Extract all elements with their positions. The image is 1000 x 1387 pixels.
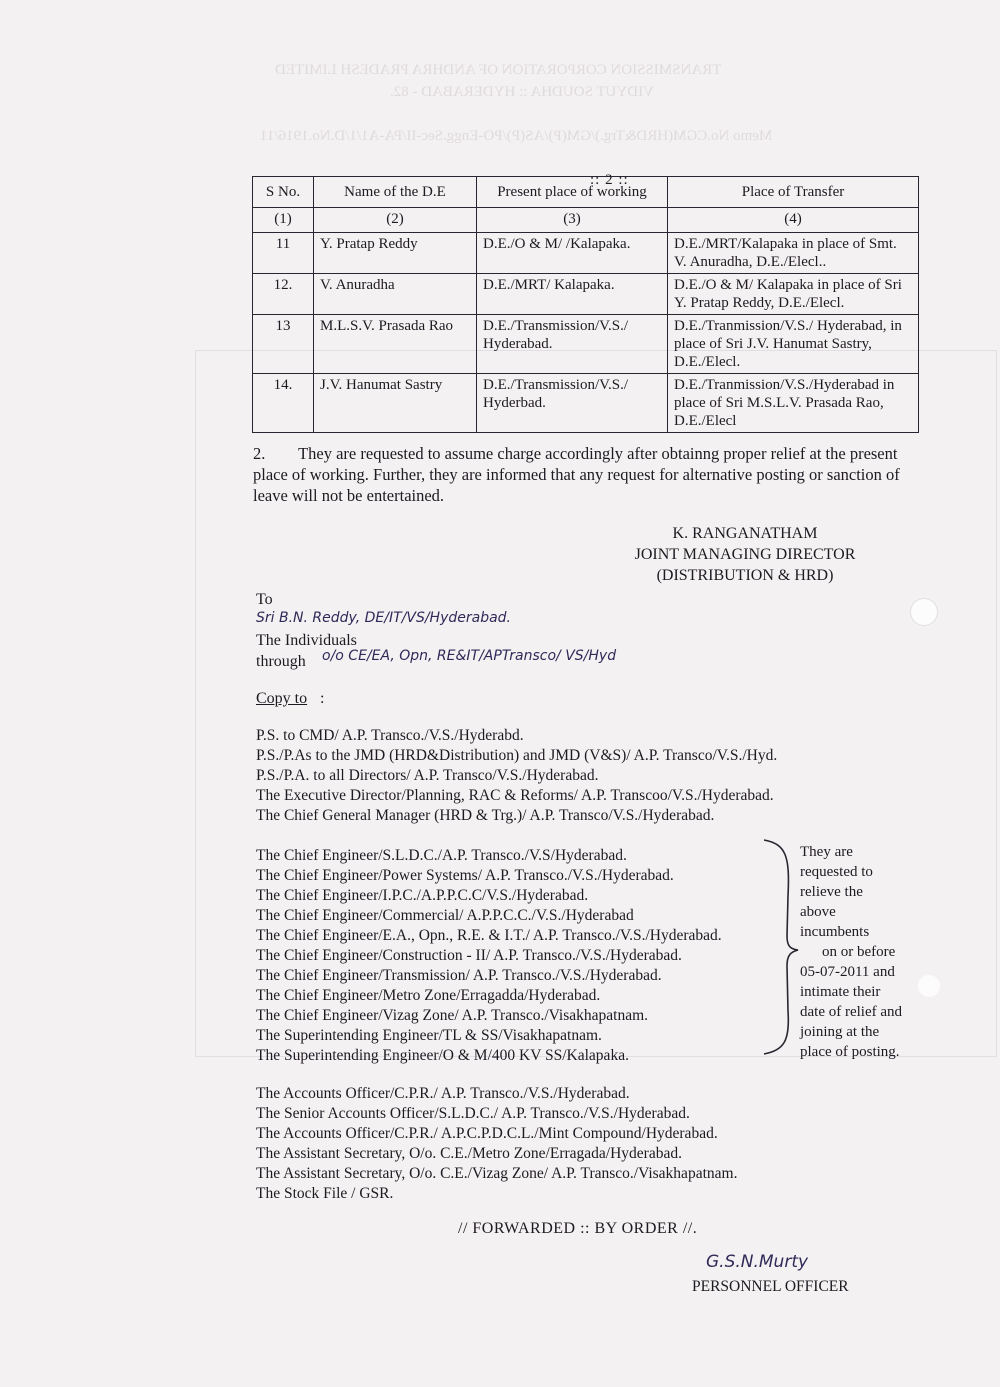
paper-speck <box>918 975 940 997</box>
cell-sno: 14. <box>253 374 314 433</box>
list-item: P.S./P.As to the JMD (HRD&Distribution) and JMD (V&S)/ A.P. Transco/V.S./Hyd. <box>256 747 778 764</box>
to-label: To <box>256 591 273 608</box>
list-item: The Chief Engineer/Transmission/ A.P. Transco./V.S./Hyderabad. <box>256 967 662 984</box>
column-number: (3) <box>477 208 668 233</box>
list-item: The Superintending Engineer/TL & SS/Visakhapatnam. <box>256 1027 602 1044</box>
relief-instruction-note <box>800 842 928 1062</box>
transfer-table <box>252 176 919 433</box>
cell-present-place: D.E./O & M/ /Kalapaka. <box>477 233 668 274</box>
cell-transfer-place: D.E./Tranmission/V.S./Hyderabad in place of Sri M.S.L.V. Prasada Rao, D.E./Elecl <box>668 374 919 433</box>
list-item: The Senior Accounts Officer/S.L.D.C./ A.P. Transco./V.S./Hyderabad. <box>256 1105 690 1122</box>
curly-brace-icon <box>760 836 800 1056</box>
cell-name: V. Anuradha <box>314 274 477 315</box>
list-item: The Chief Engineer/Power Systems/ A.P. Transco./V.S./Hyderabad. <box>256 867 674 884</box>
column-header: Name of the D.E <box>314 177 477 208</box>
cell-present-place: D.E./Transmission/V.S./ Hyderabad. <box>477 315 668 374</box>
list-item: The Chief Engineer/I.P.C./A.P.P.C.C/V.S./Hyderabad. <box>256 887 589 904</box>
list-item: P.S./P.A. to all Directors/ A.P. Transco/V.S./Hyderabad. <box>256 767 599 784</box>
column-header: Present place of working <box>477 177 668 208</box>
handwritten-addressee: Sri B.N. Reddy, DE/IT/VS/Hyderabad. <box>256 610 511 626</box>
signatory-name: K. RANGANATHAM <box>672 525 818 542</box>
note-line: date of relief and <box>800 1004 903 1020</box>
note-line: above <box>800 904 836 920</box>
individuals-label: The Individuals <box>256 632 357 649</box>
cell-sno: 12. <box>253 274 314 315</box>
signatory-department: (DISTRIBUTION & HRD) <box>656 567 834 584</box>
cell-sno: 11 <box>253 233 314 274</box>
list-item: The Chief Engineer/S.L.D.C./A.P. Transco./V.S/Hyderabad. <box>256 847 627 864</box>
column-number: (2) <box>314 208 477 233</box>
paper-speck <box>910 598 938 626</box>
bleed-through-text: VIDYUT SOUDHA :: HYDERABAD - 82. <box>390 84 654 100</box>
cell-present-place: D.E./MRT/ Kalapaka. <box>477 274 668 315</box>
forwarded-by-order: // FORWARDED :: BY ORDER //. <box>458 1220 698 1237</box>
copy-to-label: Copy to <box>256 690 308 707</box>
copy-list-group-2 <box>256 846 722 1066</box>
note-line: joining at the <box>800 1024 880 1040</box>
table-header-row <box>253 177 919 208</box>
list-item: The Assistant Secretary, O/o. C.E./Metro Zone/Erragada/Hyderabad. <box>256 1145 682 1162</box>
cell-transfer-place: D.E./MRT/Kalapaka in place of Smt. V. Anuradha, D.E./Elecl.. <box>668 233 919 274</box>
handwritten-signature: G.S.N.Murty <box>706 1252 809 1272</box>
bleed-through-text: Memo No.CGM(HRD&Trg.)/GM(P)/AS(P)/PO-Engg.Sec-II/PA-A1/1/D.No.1916/11 <box>260 128 773 144</box>
cell-transfer-place: D.E./O & M/ Kalapaka in place of Sri Y. Pratap Reddy, D.E./Elecl. <box>668 274 919 315</box>
list-item: P.S. to CMD/ A.P. Transco./V.S./Hyderabd. <box>256 727 524 744</box>
list-item: The Stock File / GSR. <box>256 1185 394 1202</box>
table-row <box>253 374 919 433</box>
personnel-officer-title: PERSONNEL OFFICER <box>692 1278 849 1295</box>
cell-present-place: D.E./Transmission/V.S./ Hyderbad. <box>477 374 668 433</box>
list-item: The Chief Engineer/Metro Zone/Erragadda/Hyderabad. <box>256 987 601 1004</box>
column-header: Place of Transfer <box>668 177 919 208</box>
note-line: intimate their <box>800 984 881 1000</box>
note-line: They are <box>800 844 853 860</box>
list-item: The Chief Engineer/Commercial/ A.P.P.C.C./V.S./Hyderabad <box>256 907 634 924</box>
list-item: The Assistant Secretary, O/o. C.E./Vizag Zone/ A.P. Transco./Visakhapatnam. <box>256 1165 738 1182</box>
table-row <box>253 274 919 315</box>
cell-transfer-place: D.E./Tranmission/V.S./ Hyderabad, in place of Sri J.V. Hanumat Sastry, D.E./Elecl. <box>668 315 919 374</box>
list-item: The Chief Engineer/Vizag Zone/ A.P. Transco./Visakhapatnam. <box>256 1007 649 1024</box>
list-item: The Accounts Officer/C.P.R./ A.P. Transco./V.S./Hyderabad. <box>256 1085 630 1102</box>
list-item: The Chief Engineer/Construction - II/ A.P. Transco./V.S./Hyderabad. <box>256 947 682 964</box>
note-line: incumbents <box>800 924 870 940</box>
list-item: The Executive Director/Planning, RAC & Reforms/ A.P. Transcoo/V.S./Hyderabad. <box>256 787 774 804</box>
cell-name: M.L.S.V. Prasada Rao <box>314 315 477 374</box>
list-item: The Superintending Engineer/O & M/400 KV SS/Kalapaka. <box>256 1047 629 1064</box>
copy-list-group-1 <box>256 726 777 826</box>
bleed-through-text: TRANSMISSION CORPORATION OF ANDHRA PRADESH LIMITED <box>275 62 722 78</box>
copy-to-colon: : <box>320 690 325 707</box>
copy-list-group-3 <box>256 1084 737 1204</box>
signatory-block <box>620 523 870 586</box>
signatory-designation: JOINT MANAGING DIRECTOR <box>634 546 856 563</box>
column-number: (1) <box>253 208 314 233</box>
list-item: The Accounts Officer/C.P.R./ A.P.C.P.D.C.L./Mint Compound/Hyderabad. <box>256 1125 718 1142</box>
note-line: requested to <box>800 864 873 880</box>
column-header: S No. <box>253 177 314 208</box>
cell-name: J.V. Hanumat Sastry <box>314 374 477 433</box>
note-line: relieve the <box>800 884 863 900</box>
table-numbering-row <box>253 208 919 233</box>
list-item: The Chief Engineer/E.A., Opn., R.E. & I.T./ A.P. Transco./V.S./Hyderabad. <box>256 927 722 944</box>
list-item: The Chief General Manager (HRD & Trg.)/ A.P. Transco/V.S./Hyderabad. <box>256 807 715 824</box>
handwritten-through: o/o CE/EA, Opn, RE&IT/APTransco/ VS/Hyd <box>322 648 617 664</box>
note-line: on or before <box>822 944 896 960</box>
table-row <box>253 315 919 374</box>
column-number: (4) <box>668 208 919 233</box>
cell-name: Y. Pratap Reddy <box>314 233 477 274</box>
through-label: through <box>256 653 306 670</box>
cell-sno: 13 <box>253 315 314 374</box>
table-row <box>253 233 919 274</box>
page-number: :: 2 :: <box>590 172 629 188</box>
body-paragraph: 2. They are requested to assume charge accordingly after obtainng proper relief at the present place of working. Further, they are informed that any request for alternative posting or sanction of leave will not be entertained. <box>253 444 904 505</box>
note-line: place of posting. <box>800 1044 900 1060</box>
note-line: 05-07-2011 and <box>800 964 895 980</box>
